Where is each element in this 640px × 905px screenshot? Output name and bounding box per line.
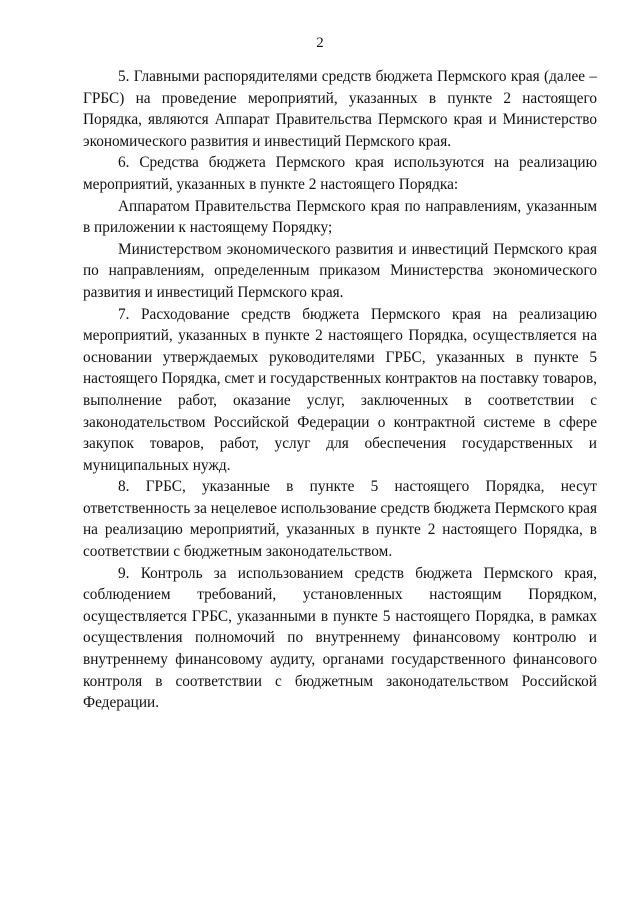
document-body [83, 66, 597, 714]
paragraph-6-item-apparatus: Аппаратом Правительства Пермского края по направлениям, указанным в приложении к настоящему Порядку; [83, 197, 597, 237]
paragraph-6-item-ministry: Министерством экономического развития и инвестиций Пермского края по направлениям, определенным приказом Министерства экономического развития и инвестиций Пермского края. [83, 240, 597, 301]
paragraph-9: 9. Контроль за использованием средств бюджета Пермского края, соблюдением требований, установленных настоящим Порядком, осуществляется ГРБС, указанными в пункте 5 настоящего Порядка, в рамках осуществления полномочий по внутреннему финансовому контролю и внутреннему финансовому аудиту, органами государственного финансового контроля в соответствии с бюджетным законодательством Российской Федерации. [83, 564, 597, 712]
page-number: 2 [316, 35, 324, 51]
paragraph-8: 8. ГРБС, указанные в пункте 5 настоящего Порядка, несут ответственность за нецелевое использование средств бюджета Пермского края на реализацию мероприятий, указанных в пункте 2 настоящего Порядка, в соответствии с бюджетным законодательством. [83, 478, 597, 561]
paragraph-6: 6. Средства бюджета Пермского края используются на реализацию мероприятий, указанных в пункте 2 настоящего Порядка: [83, 154, 597, 193]
paragraph-5: 5. Главными распорядителями средств бюджета Пермского края (далее – ГРБС) на проведение мероприятий, указанных в пункте 2 настоящего Порядка, являются Аппарат Правительства Пермского края и Министерство экономического развития и инвестиций Пермского края. [83, 68, 597, 150]
paragraph-7: 7. Расходование средств бюджета Пермского края на реализацию мероприятий, указанных в пункте 2 настоящего Порядка, осуществляется на основании утверждаемых руководителями ГРБС, указанных в пункте 5 настоящего Порядка, смет и государственных контрактов на поставку товаров, выполнение работ, оказание услуг, заключенных в соответствии с законодательством Российской Федерации о контрактной системе в сфере закупок товаров, работ, услуг для обеспечения государственных и муниципальных нужд. [83, 305, 597, 474]
